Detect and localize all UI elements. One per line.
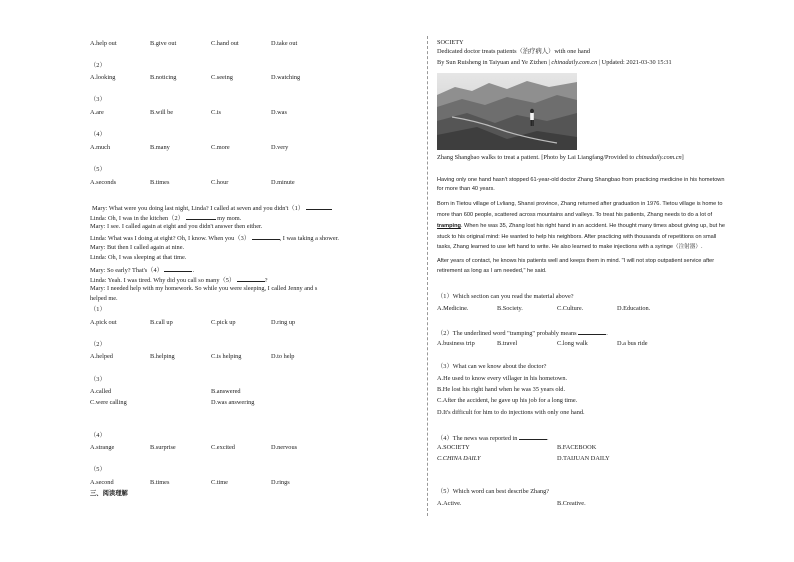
article-paragraph: tasks, Zhang learned to use left hand to write. He also learned to make injections with a syringe（注射器）. <box>437 244 703 250</box>
option-a: A.seconds <box>90 179 117 186</box>
section-heading: 三、阅读理解 <box>90 490 128 497</box>
answer-blank <box>252 233 280 240</box>
option-c: C.long walk <box>557 340 588 347</box>
photo-caption: Zhang Shangbao walks to treat a patient. [Photo by Lai Liangfang/Provided to chinadaily.com.cn] <box>437 154 684 161</box>
article-paragraph: tramping. When he was 35, Zhang lost his right hand in an accident. He thought many times about giving up, but he <box>437 223 725 229</box>
question-number: （2） <box>90 341 106 348</box>
option-b: B.many <box>150 144 170 151</box>
article-byline: By Sun Ruisheng in Taiyuan and Ye Zizhen | chinadaily.com.cn | Updated: 2021-03-30 15:31 <box>437 59 672 66</box>
option-c: C.CHINA DAILY <box>437 455 481 462</box>
article-paragraph: Born in Tietou village of Lvliang, Shanxi province, Zhang returned after graduation in 1976. Tietou village is home to <box>437 201 723 207</box>
option-d: D.a bus ride <box>617 340 648 347</box>
dialogue-line: Mary: I see. I called again at eight and you didn't answer then either. <box>90 223 263 230</box>
option-c: C.pick up <box>211 319 236 326</box>
byline-source-link[interactable]: chinadaily.com.cn <box>551 59 598 66</box>
option-d: D.was answering <box>211 399 255 406</box>
option-b: B.Society. <box>497 305 523 312</box>
dialogue-line: Mary: So early? That's（4） . <box>90 267 195 274</box>
article-paragraph: retirement as long as I am needed," he said. <box>437 268 547 274</box>
article-paragraph: stuck to his original mind: He wanted to help his neighbors. After practicing with thousands of repetitions on small <box>437 234 717 240</box>
option-d: D.rings <box>271 479 290 486</box>
option-c: C.hand out <box>211 40 239 47</box>
underlined-word: tramping <box>437 223 461 229</box>
answer-blank <box>164 265 192 272</box>
option-a: A.SOCIETY <box>437 444 470 451</box>
option-b: B.give out <box>150 40 177 47</box>
option-c: C.more <box>211 144 230 151</box>
option-d: D.to help <box>271 353 295 360</box>
answer-blank <box>186 213 216 220</box>
question-number: （2） <box>90 62 106 69</box>
option-b: B.travel <box>497 340 518 347</box>
option-d: D.nervous <box>271 444 298 451</box>
article-category: SOCIETY <box>437 39 464 46</box>
question-stem: （1）Which section can you read the material above? <box>437 293 574 300</box>
option-b: B.Creative. <box>557 500 586 507</box>
article-paragraph: Having only one hand hasn't stopped 61-year-old doctor Zhang Shangbao from practicing medicine in his hometown <box>437 177 725 183</box>
dialogue-line: Linda: Yeah. I was tired. Why did you call so many（5） ? <box>90 277 268 284</box>
question-stem: （3）What can we know about the doctor? <box>437 363 547 370</box>
option-d: D.TAIJUAN DAILY <box>557 455 610 462</box>
option-a: A.help out <box>90 40 117 47</box>
option-a: A.He used to know every villager in his hometown. <box>437 375 568 382</box>
option-c: C.excited <box>211 444 235 451</box>
article-paragraph: for more than 40 years. <box>437 186 495 192</box>
question-number: （4） <box>90 432 106 439</box>
question-stem: （2）The underlined word "tramping" probably means . <box>437 330 608 337</box>
option-c: C.were calling <box>90 399 127 406</box>
question-number: （5） <box>90 166 106 173</box>
option-b: B.helping <box>150 353 175 360</box>
option-c: C.is <box>211 109 221 116</box>
question-number: （3） <box>90 96 106 103</box>
option-a: A.business trip <box>437 340 475 347</box>
option-a: A.pick out <box>90 319 117 326</box>
option-b: B.times <box>150 179 170 186</box>
dialogue-line: Linda: Oh, I was sleeping at that time. <box>90 254 187 261</box>
option-c: C.Culture. <box>557 305 584 312</box>
option-b: B.surprise <box>150 444 176 451</box>
option-d: D.It's difficult for him to do injections with only one hand. <box>437 409 585 416</box>
answer-blank <box>578 328 606 335</box>
dialogue-line: helped me. <box>90 295 118 302</box>
option-b: B.FACEBOOK <box>557 444 597 451</box>
option-b: B.noticing <box>150 74 177 81</box>
option-a: A.Active. <box>437 500 462 507</box>
question-stem: （4）The news was reported in . <box>437 435 549 442</box>
option-d: D.watching <box>271 74 301 81</box>
question-stem: （5）Which word can best describe Zhang? <box>437 488 550 495</box>
option-c: C.time <box>211 479 228 486</box>
option-b: B.call up <box>150 319 173 326</box>
option-c: C.hour <box>211 179 229 186</box>
dialogue-line: Mary: I needed help with my homework. So while you were sleeping, I called Jenny and s <box>90 285 318 292</box>
question-number: （3） <box>90 376 106 383</box>
answer-blank <box>306 203 332 210</box>
option-a: A.second <box>90 479 114 486</box>
option-a: A.Medicine. <box>437 305 469 312</box>
option-d: D.minute <box>271 179 295 186</box>
dialogue-line: Mary: What were you doing last night, Linda? I called at seven and you didn't（1） <box>92 203 332 213</box>
question-number: （4） <box>90 131 106 138</box>
question-number: （5） <box>90 466 106 473</box>
option-a: A.are <box>90 109 104 116</box>
dialogue-line: Linda: What was I doing at eight? Oh, I know. When you（3） , I was taking a shower. <box>90 235 339 242</box>
answer-blank <box>519 433 547 440</box>
column-divider <box>427 36 428 516</box>
article-headline: Dedicated doctor treats patients（治疗病人）with one hand <box>437 48 591 55</box>
option-b: B.He lost his right hand when he was 35 years old. <box>437 386 566 393</box>
question-number: （1） <box>90 306 106 313</box>
option-c: C.is helping <box>211 353 242 360</box>
dialogue-line: Linda: Oh, I was in the kitchen（2） my mom. <box>90 215 242 222</box>
option-a: A.much <box>90 144 111 151</box>
option-d: D.Education. <box>617 305 651 312</box>
article-paragraph: more than 600 people, scattered across mountains and valleys. To treat his patients, Zhang needs to do a lot of <box>437 212 713 218</box>
option-c: C.After the accident, he gave up his job for a long time. <box>437 397 578 404</box>
option-d: D.take out <box>271 40 298 47</box>
option-c: C.seeing <box>211 74 233 81</box>
option-b: B.answered <box>211 388 241 395</box>
option-a: A.helped <box>90 353 113 360</box>
article-paragraph: After years of contact, he knows his patients well and keeps them in mind. "I will not stop outpatient service after <box>437 258 715 264</box>
option-b: B.will be <box>150 109 174 116</box>
option-d: D.very <box>271 144 289 151</box>
option-d: D.ring up <box>271 319 296 326</box>
option-d: D.was <box>271 109 287 116</box>
option-a: A.called <box>90 388 112 395</box>
option-a: A.strange <box>90 444 115 451</box>
option-b: B.times <box>150 479 170 486</box>
dialogue-line: Mary: But then I called again at nine. <box>90 244 185 251</box>
option-a: A.looking <box>90 74 116 81</box>
article-photo <box>437 73 577 150</box>
answer-blank <box>237 275 265 282</box>
